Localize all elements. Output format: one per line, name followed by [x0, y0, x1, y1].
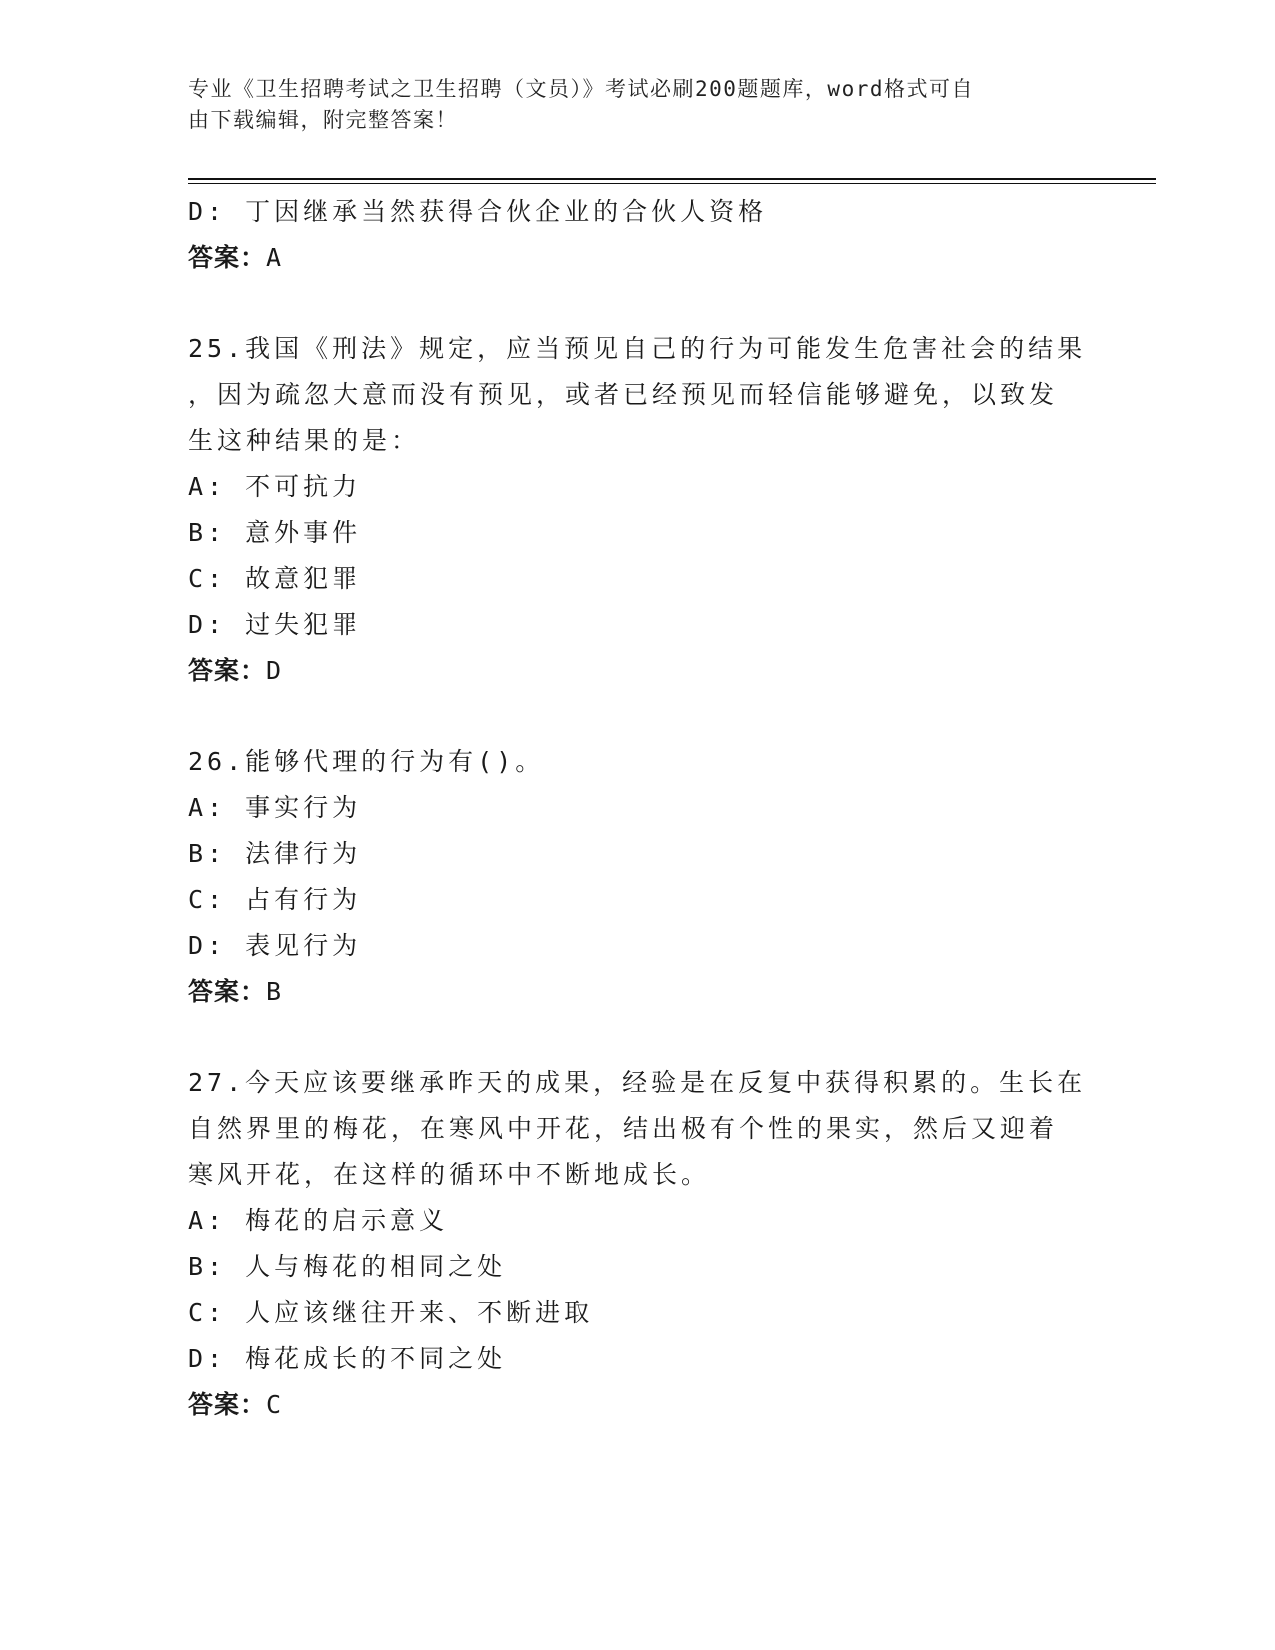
answer-label: 答案：: [188, 243, 267, 272]
option-b: B: 法律行为: [188, 839, 362, 868]
question-stem-line: 25.我国《刑法》规定，应当预见自己的行为可能发生危害社会的结果: [188, 334, 1087, 363]
option-d: D: 丁因继承当然获得合伙企业的合伙人资格: [188, 197, 768, 226]
page-header: [188, 74, 1078, 136]
option-a: A: 不可抗力: [188, 472, 362, 501]
answer-value: A: [266, 243, 283, 272]
question-26: [188, 739, 1088, 1015]
question-gap: [188, 1015, 1088, 1060]
question-gap: [188, 694, 1088, 739]
option-a: A: 事实行为: [188, 793, 362, 822]
previous-question-tail: [188, 189, 1088, 281]
question-gap: [188, 281, 1088, 326]
option-c: C: 人应该继往开来、不断进取: [188, 1298, 594, 1327]
option-b: B: 人与梅花的相同之处: [188, 1252, 507, 1281]
answer-value: C: [266, 1390, 283, 1419]
question-content: [188, 189, 1088, 1428]
header-line-1: 专业《卫生招聘考试之卫生招聘（文员）》考试必刷200题题库，word格式可自: [188, 77, 974, 101]
answer-label: 答案：: [188, 656, 267, 685]
question-stem-line: 生这种结果的是：: [188, 426, 421, 455]
answer-line: [188, 648, 1088, 694]
option-d: D: 表见行为: [188, 931, 362, 960]
answer-line: [188, 235, 1088, 281]
option-c: C: 占有行为: [188, 885, 362, 914]
answer-value: B: [266, 977, 283, 1006]
header-rule-thick: [188, 178, 1156, 180]
answer-line: [188, 969, 1088, 1015]
question-25: [188, 326, 1088, 694]
question-27: [188, 1060, 1088, 1428]
question-stem-line: 寒风开花，在这样的循环中不断地成长。: [188, 1160, 711, 1189]
answer-label: 答案：: [188, 977, 267, 1006]
option-a: A: 梅花的启示意义: [188, 1206, 449, 1235]
header-line-2: 由下载编辑，附完整答案！: [188, 108, 458, 132]
header-rule-thin: [188, 183, 1156, 184]
question-stem-line: 自然界里的梅花，在寒风中开花，结出极有个性的果实，然后又迎着: [188, 1114, 1059, 1143]
question-stem-line: 26.能够代理的行为有()。: [188, 747, 545, 776]
question-stem-line: ，因为疏忽大意而没有预见，或者已经预见而轻信能够避免，以致发: [188, 380, 1059, 409]
answer-label: 答案：: [188, 1390, 267, 1419]
question-stem-line: 27.今天应该要继承昨天的成果，经验是在反复中获得积累的。生长在: [188, 1068, 1087, 1097]
option-b: B: 意外事件: [188, 518, 362, 547]
answer-line: [188, 1382, 1088, 1428]
option-d: D: 过失犯罪: [188, 610, 362, 639]
option-c: C: 故意犯罪: [188, 564, 362, 593]
option-d: D: 梅花成长的不同之处: [188, 1344, 507, 1373]
answer-value: D: [266, 656, 283, 685]
